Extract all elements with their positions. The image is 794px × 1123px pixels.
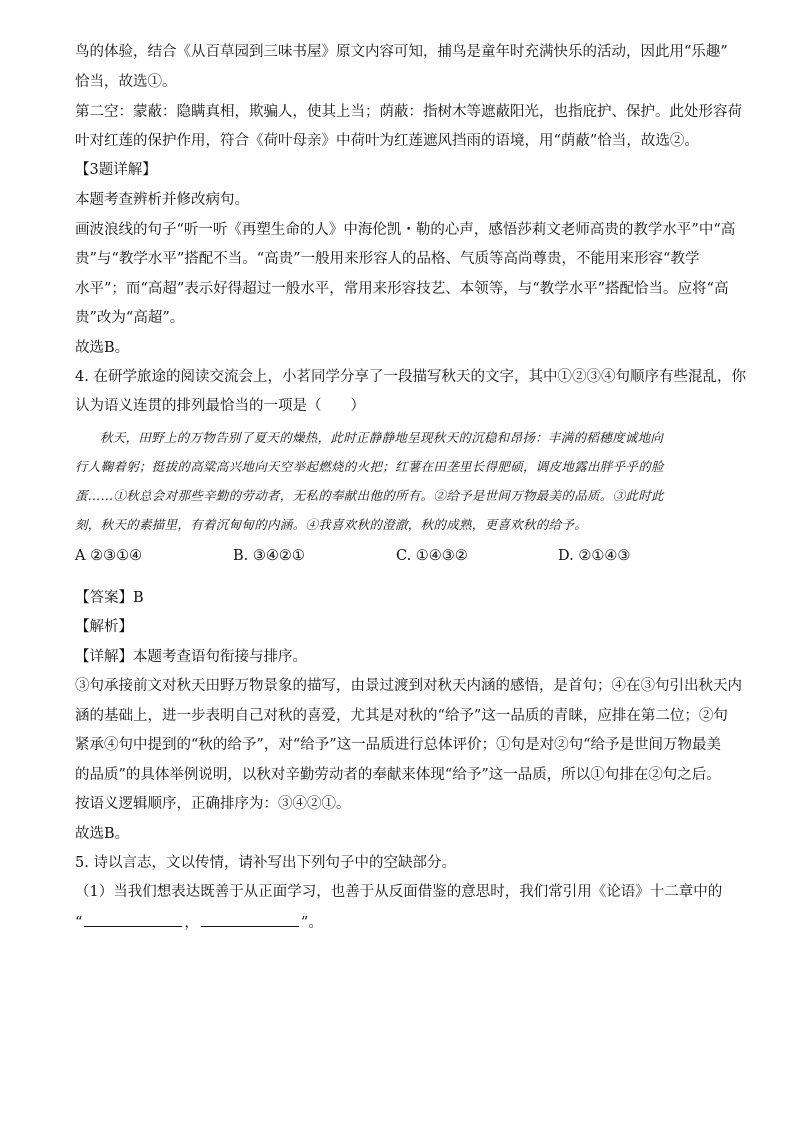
passage-line: 行人鞠着躬；挺拔的高粱高兴地向天空举起燃烧的火把；红薯在田垄里长得肥硕，调皮地露出胖乎乎的脸 [75,459,664,474]
blank-2[interactable] [201,912,299,927]
separator: ， [184,915,199,931]
close-quote: ”。 [300,915,323,931]
section-heading: 【3题详解】 [75,162,157,178]
option-c: C. ①④③② [396,548,468,564]
text-line: 【详解】本题考查语句衔接与排序。 [75,649,307,665]
text-line: 贵”改为“高超”。 [75,310,185,326]
text-line: 故选B。 [75,340,130,356]
option-d: D. ②①④③ [558,548,631,564]
text-line: 恰当，故选①。 [75,74,177,90]
text-line: 故选B。 [75,826,130,842]
text-line: 叶对红莲的保护作用，符合《荷叶母亲》中荷叶为红莲遮风挡雨的语境，用“荫蔽”恰当，故选②。 [75,133,699,149]
question-5-stem: 5. 诗以言志，文以传情，请补写出下列句子中的空缺部分。 [75,855,456,871]
passage-line: 秋天，田野上的万物告别了夏天的燥热，此时正静静地呈现秋天的沉稳和昂扬：丰满的稻穗度诚地向 [100,430,664,445]
blank-1[interactable] [84,912,182,927]
answer-label: 【答案】B [75,590,144,606]
analysis-label: 【解析】 [75,619,133,635]
text-line: 的品质”的具体举例说明，以秋对辛勤劳动者的奉献来体现“给予”这一品质，所以①句排在②句之后。 [75,767,721,783]
text-line: 本题考查辨析并修改病句。 [75,192,249,208]
option-b: B. ③④②① [233,548,305,564]
text-line: 画波浪线的句子“听一听《再塑生命的人》中海伦凯・勒的心声，感悟莎莉文老师高贵的教学水平”中“高 [75,222,736,238]
question-5-sub-1: （1）当我们想表达既善于从正面学习，也善于从反面借鉴的意思时，我们常引用《论语》十二章中的 [75,884,723,900]
text-line: 第二空：蒙蔽：隐瞒真相，欺骗人，使其上当；荫蔽：指树木等遮蔽阳光，也指庇护、保护。此处形容荷 [75,104,742,120]
text-line: ③句承接前文对秋天田野万物景象的描写，由景过渡到对秋天内涵的感悟，是首句；④在③句引出秋天内 [75,678,742,694]
text-line: 涵的基础上，进一步表明自己对秋的喜爱，尤其是对秋的“给予”这一品质的青睐，应排在第二位；②句 [75,708,728,724]
open-quote: “ [75,915,83,931]
text-line: 紧承④句中提到的“秋的给予”，对“给予”这一品质进行总体评价；①句是对②句“给予是世间万物最美 [75,737,722,753]
question-4-stem: 4. 在研学旅途的阅读交流会上，小茗同学分享了一段描写秋天的文字，其中①②③④句顺序有些混乱，你 [75,369,746,385]
text-line: 按语义逻辑顺序，正确排序为：③④②①。 [75,796,351,812]
passage-line: 刻，秋天的素描里，有着沉甸甸的内涵。④我喜欢秋的澄澈，秋的成熟，更喜欢秋的给予。 [75,517,588,532]
question-4-stem: 认为语义连贯的排列最恰当的一项是（ ） [75,398,365,414]
passage-line: 蛋……①秋总会对那些辛勤的劳动者，无私的奉献出他的所有。②给予是世间万物最美的品质。③此时此 [75,488,664,503]
text-line: 贵”与“教学水平”搭配不当。“高贵”一般用来形容人的品格、气质等高尚尊贵，不能用来形容“教学 [75,251,700,267]
text-line: 鸟的体验，结合《从百草园到三味书屋》原文内容可知，捕鸟是童年时充满快乐的活动，因此用“乐趣” [75,44,728,60]
text-line: 水平”；而“高超”表示好得超过一般水平，常用来形容技艺、本领等，与“教学水平”搭配恰当。应将“高 [75,281,729,297]
fill-blank-line [75,912,323,933]
option-a: A ②③①④ [75,548,143,564]
